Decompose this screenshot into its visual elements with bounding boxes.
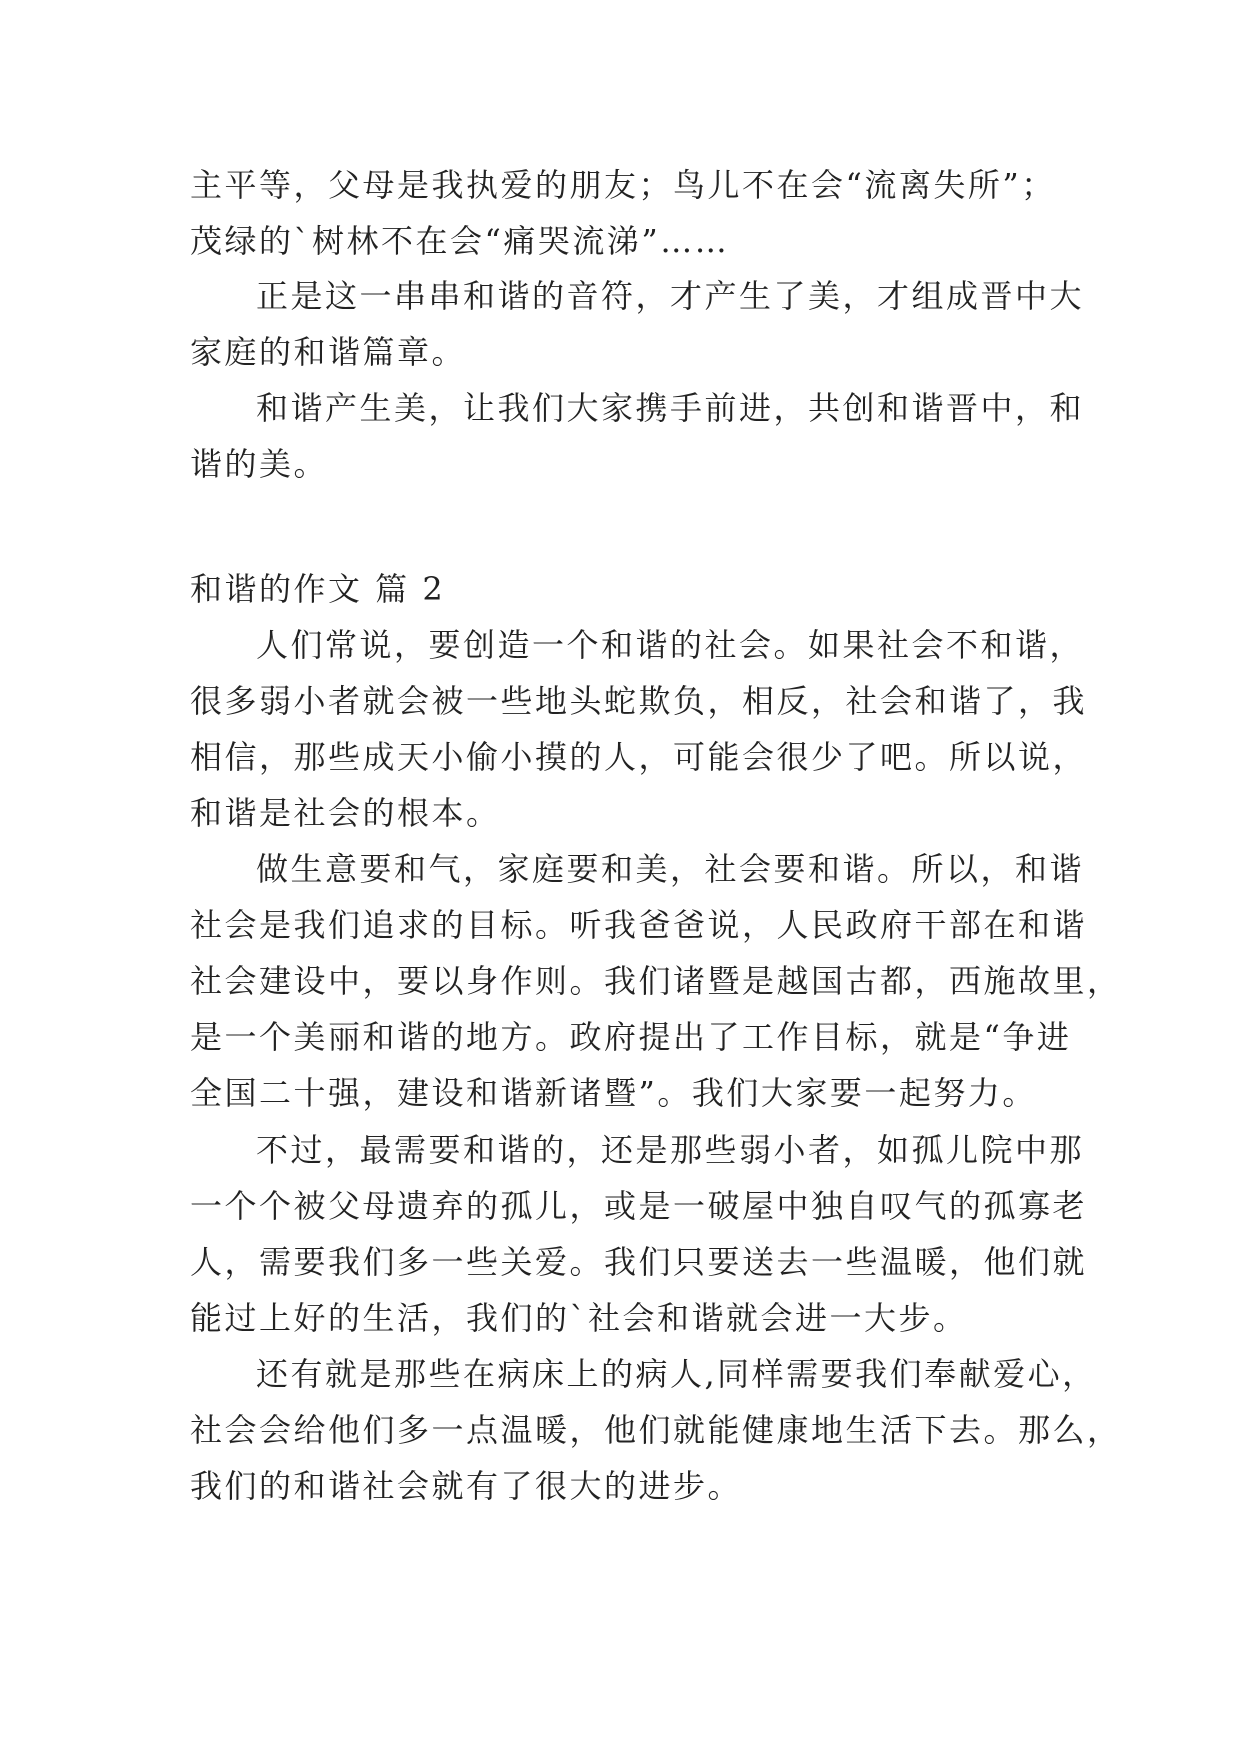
text-line: 茂绿的`树林不在会“痛哭流涕”……	[190, 222, 730, 260]
paragraph-first-line: 还有就是那些在病床上的病人,同样需要我们奉献爱心，	[256, 1355, 1097, 1393]
text-line: 谐的美。	[190, 445, 329, 483]
paragraph-first-line: 不过，最需要和谐的，还是那些弱小者，如孤儿院中那	[256, 1131, 1085, 1169]
text-line: 相信，那些成天小偷小摸的人，可能会很少了吧。所以说，	[190, 738, 1088, 776]
section-heading: 和谐的作文 篇 2	[190, 570, 446, 608]
text-line: 社会建设中，要以身作则。我们诸暨是越国古都，西施故里，	[190, 962, 1122, 1000]
paragraph-first-line: 做生意要和气，家庭要和美，社会要和谐。所以，和谐	[256, 850, 1085, 888]
text-line: 社会是我们追求的目标。听我爸爸说，人民政府干部在和谐	[190, 906, 1088, 944]
text-line: 是一个美丽和谐的地方。政府提出了工作目标，就是“争进	[190, 1018, 1072, 1056]
text-line: 主平等，父母是我执爱的朋友；鸟儿不在会“流离失所”；	[190, 166, 1056, 204]
text-line: 很多弱小者就会被一些地头蛇欺负，相反，社会和谐了，我	[190, 682, 1088, 720]
text-line: 家庭的和谐篇章。	[190, 333, 467, 371]
text-line: 我们的和谐社会就有了很大的进步。	[190, 1467, 743, 1505]
text-line: 人，需要我们多一些关爱。我们只要送去一些温暖，他们就	[190, 1243, 1088, 1281]
paragraph-first-line: 正是这一串串和谐的音符，才产生了美，才组成晋中大	[256, 277, 1085, 315]
paragraph-first-line: 人们常说，要创造一个和谐的社会。如果社会不和谐，	[256, 626, 1085, 664]
text-line: 全国二十强，建设和谐新诸暨”。我们大家要一起努力。	[190, 1074, 1037, 1112]
text-line: 一个个被父母遗弃的孤儿，或是一破屋中独自叹气的孤寡老	[190, 1187, 1088, 1225]
text-line: 能过上好的生活，我们的`社会和谐就会进一大步。	[190, 1299, 968, 1337]
text-line: 社会会给他们多一点温暖，他们就能健康地生活下去。那么，	[190, 1411, 1122, 1449]
text-line: 和谐是社会的根本。	[190, 794, 501, 832]
paragraph-first-line: 和谐产生美，让我们大家携手前进，共创和谐晋中，和	[256, 389, 1085, 427]
